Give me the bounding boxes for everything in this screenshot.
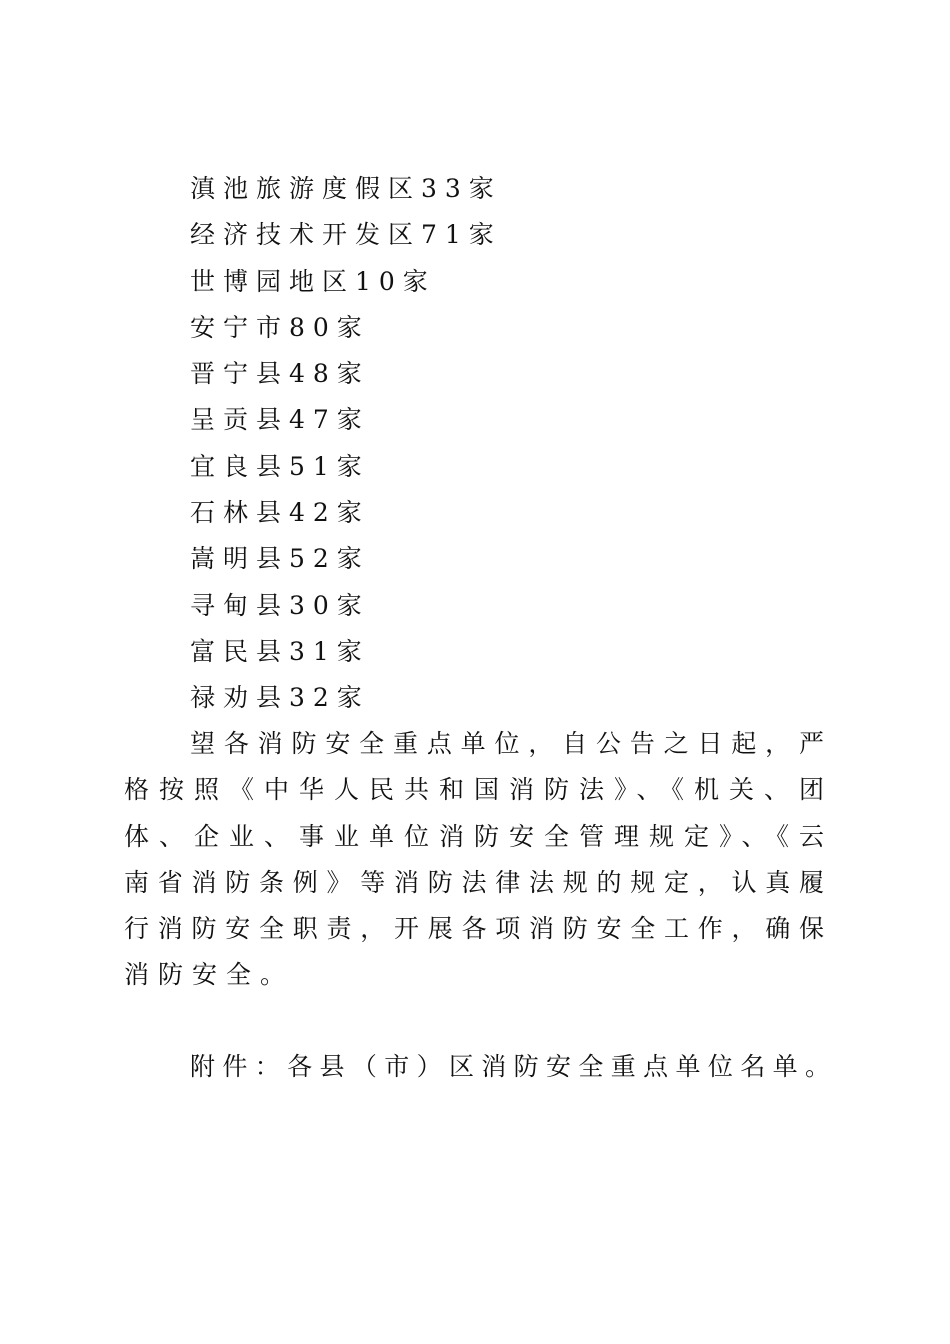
list-item: 经济技术开发区71家 [190, 220, 502, 250]
list-item: 呈贡县47家 [190, 405, 370, 435]
list-item: 安宁市80家 [190, 312, 370, 342]
paragraph-line: 消防安全。 [124, 960, 295, 990]
list-item: 禄劝县32家 [190, 683, 370, 713]
list-item: 世博园地区10家 [190, 266, 436, 296]
paragraph-line: 体、企业、事业单位消防安全管理规定》、《云 [124, 821, 824, 851]
list-item: 滇池旅游度假区33家 [190, 174, 502, 203]
district-count-list [190, 166, 502, 722]
list-item: 嵩明县52家 [190, 544, 370, 574]
paragraph-line: 行消防安全职责，开展各项消防安全工作，确保 [124, 914, 824, 944]
paragraph-line: 望各消防安全重点单位，自公告之日起，严 [190, 729, 824, 758]
notice-paragraph [124, 721, 824, 999]
paragraph-line: 格按照《中华人民共和国消防法》、《机关、团 [124, 775, 824, 805]
list-item: 寻甸县30家 [190, 590, 370, 620]
list-item: 石林县42家 [190, 498, 370, 528]
list-item: 宜良县51家 [190, 451, 370, 481]
list-item: 晋宁县48家 [190, 359, 370, 389]
attachment-note: 附件：各县（市）区消防安全重点单位名单。 [190, 1052, 830, 1081]
paragraph-line: 南省消防条例》等消防法律法规的规定，认真履 [124, 867, 824, 897]
list-item: 富民县31家 [190, 636, 370, 666]
